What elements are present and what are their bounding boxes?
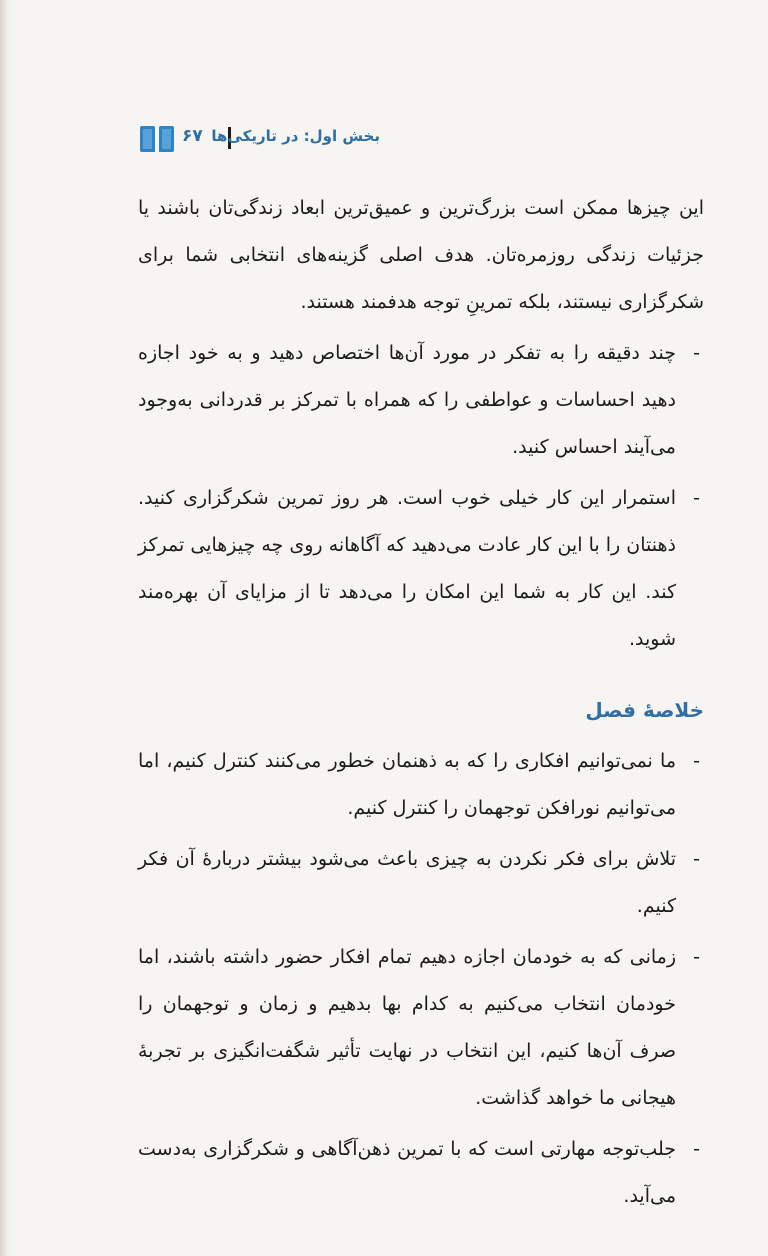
list-item bbox=[138, 934, 704, 1122]
intro-paragraph: این چیزها ممکن است بزرگ‌ترین و عمیق‌ترین ابعاد زندگی‌تان باشند یا جزئیات زندگی روزمره‌تان. هدف اصلی گزینه‌های انتخابی شما برای شکرگزاری نیستند، بلکه تمرینِ توجه هدفمند هستند. bbox=[138, 197, 704, 313]
running-head: بخش اول: در تاریکی‌ها bbox=[211, 127, 380, 145]
bullet-dash: - bbox=[693, 342, 700, 364]
bullet-dash: - bbox=[693, 848, 700, 870]
bullet-dash: - bbox=[693, 946, 700, 968]
book-icon bbox=[138, 124, 176, 154]
section-title: خلاصهٔ فصل bbox=[585, 698, 704, 722]
list-item bbox=[138, 738, 704, 832]
page-edge bbox=[0, 0, 10, 1256]
list-item bbox=[138, 330, 704, 471]
list-item-text: چند دقیقه را به تفکر در مورد آن‌ها اختصاص دهید و به خود اجازه دهید احساسات و عواطفی را که همراه با تمرکز بر قدردانی به‌وجود می‌آیند احساس کنید. bbox=[138, 342, 676, 458]
page-header bbox=[138, 122, 380, 156]
bullet-dash: - bbox=[693, 750, 700, 772]
list-item-text: زمانی که به خودمان اجازه دهیم تمام افکار حضور داشته باشند، اما خودمان انتخاب می‌کنیم به کدام بها بدهیم و زمان و توجهمان را صرف آن‌ها کنیم، این انتخاب در نهایت تأثیر شگفت‌انگیزی بر تجربهٔ هیجانی ما خواهد گذاشت. bbox=[138, 946, 676, 1109]
list-item bbox=[138, 836, 704, 930]
list-item-text: استمرار این کار خیلی خوب است. هر روز تمرین شکرگزاری کنید. ذهنتان را با این کار عادت می‌دهید که آگاهانه روی چه چیزهایی تمرکز کند. این کار به شما این امکان را می‌دهد تا از مزایای آن بهره‌مند شوید. bbox=[138, 487, 676, 650]
bullet-dash: - bbox=[693, 1138, 700, 1160]
list-item bbox=[138, 475, 704, 663]
list-item bbox=[138, 1126, 704, 1220]
list-item-text: ما نمی‌توانیم افکاری را که به ذهنمان خطور می‌کنند کنترل کنیم، اما می‌توانیم نورافکن توجهمان را کنترل کنیم. bbox=[138, 750, 676, 819]
list-item-text: جلب‌توجه مهارتی است که با تمرین ذهن‌آگاهی و شکرگزاری به‌دست می‌آید. bbox=[138, 1138, 676, 1207]
bullet-dash: - bbox=[693, 487, 700, 509]
page-number: ۶۷ bbox=[182, 126, 203, 146]
page-body bbox=[138, 185, 704, 1224]
list-item-text: تلاش برای فکر نکردن به چیزی باعث می‌شود بیشتر دربارهٔ آن فکر کنیم. bbox=[138, 848, 676, 917]
